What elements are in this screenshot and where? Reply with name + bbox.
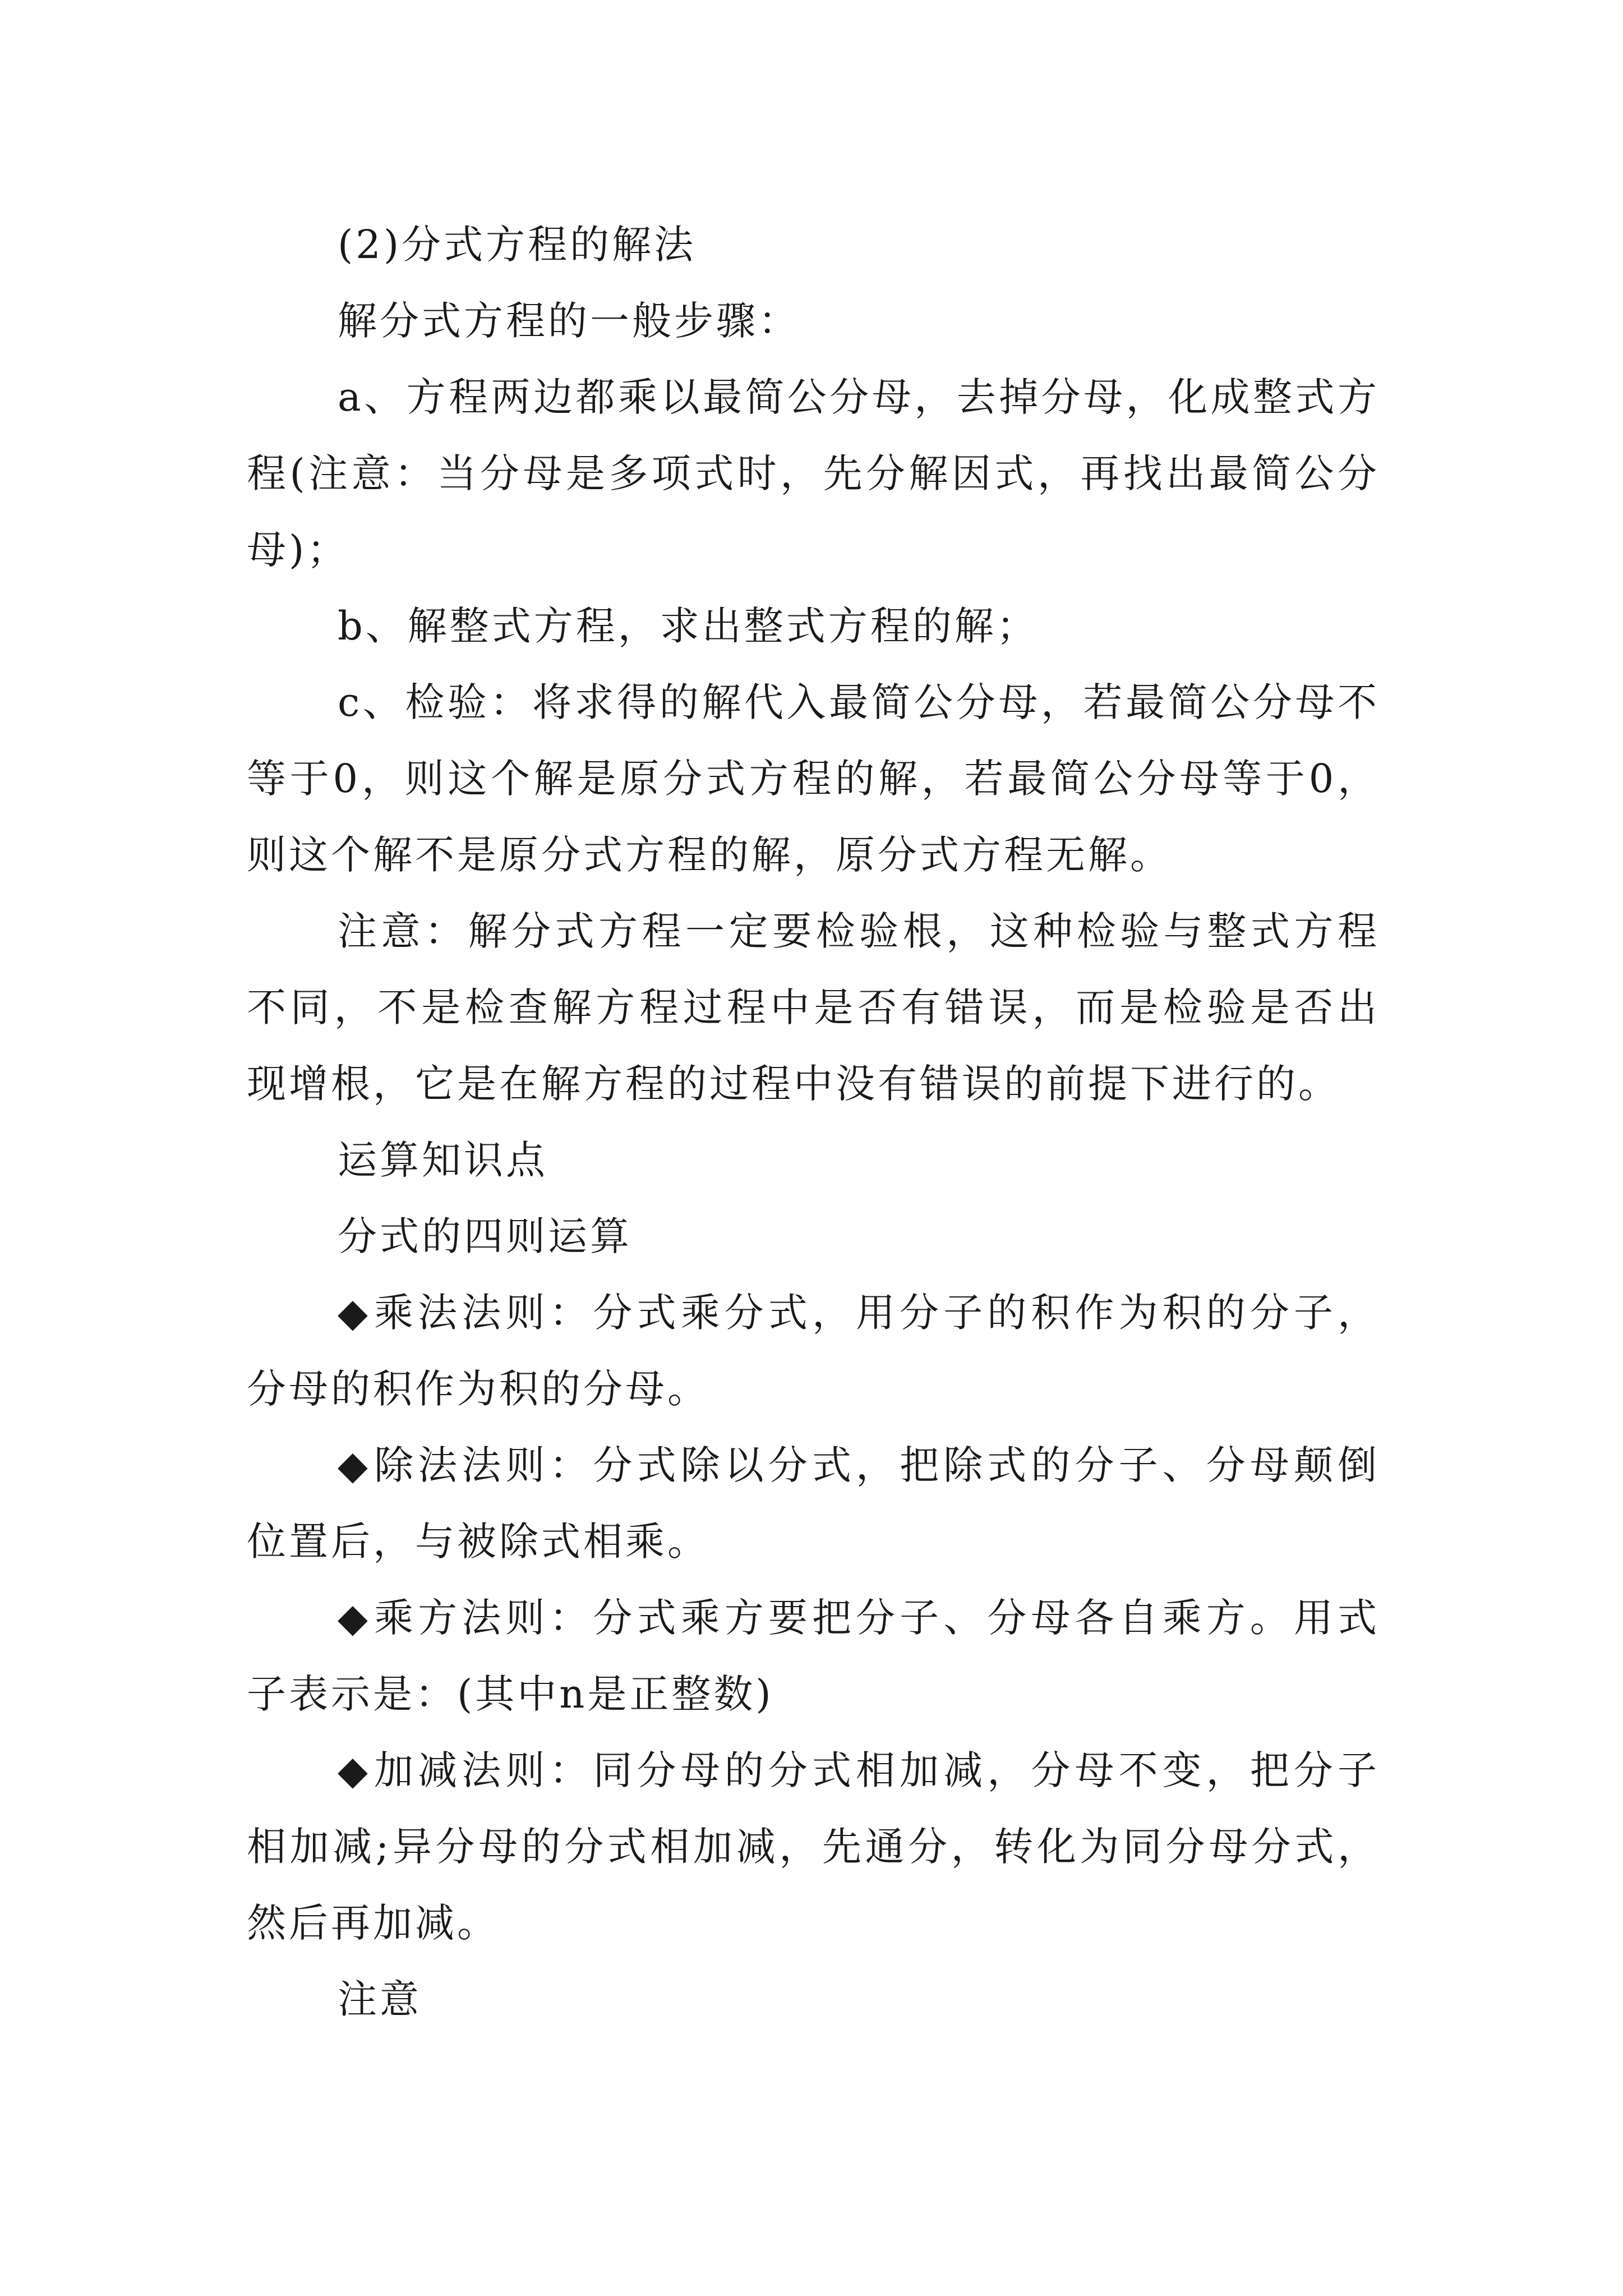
section-heading: (2)分式方程的解法 <box>338 222 697 268</box>
document-body <box>247 206 1380 2037</box>
power-rule-text: 乘方法则：分式乘方要把分子、分母各自乘方。用式子表示是：(其中n是正整数) <box>247 1595 1380 1717</box>
closing-note: 注意 <box>338 1976 422 2022</box>
diamond-bullet-icon: ◆ <box>338 1442 371 1488</box>
note-paragraph: 注意：解分式方程一定要检验根，这种检验与整式方程不同，不是检查解方程过程中是否有错误，而是检验是否出现增根，它是在解方程的过程中没有错误的前提下进行的。 <box>247 908 1380 1107</box>
steps-intro: 解分式方程的一般步骤： <box>338 298 800 344</box>
addition-subtraction-rule <box>247 1732 1380 1961</box>
diamond-bullet-icon: ◆ <box>338 1747 371 1793</box>
four-operations-heading: 分式的四则运算 <box>338 1213 632 1259</box>
step-b: b、解整式方程，求出整式方程的解； <box>338 603 1039 649</box>
multiplication-rule <box>247 1274 1380 1427</box>
division-rule <box>247 1427 1380 1580</box>
operations-heading: 运算知识点 <box>338 1137 548 1183</box>
division-rule-text: 除法法则：分式除以分式，把除式的分子、分母颠倒位置后，与被除式相乘。 <box>247 1442 1380 1565</box>
addition-subtraction-rule-text: 加减法则：同分母的分式相加减，分母不变，把分子相加减;异分母的分式相加减，先通分，转化为同分母分式，然后再加减。 <box>247 1747 1380 1946</box>
power-rule <box>247 1580 1380 1732</box>
diamond-bullet-icon: ◆ <box>338 1290 371 1336</box>
step-c: c、检验：将求得的解代入最简公分母，若最简公分母不等于0，则这个解是原分式方程的解，若最简公分母等于0，则这个解不是原分式方程的解，原分式方程无解。 <box>247 679 1380 878</box>
step-a: a、方程两边都乘以最简公分母，去掉分母，化成整式方程(注意：当分母是多项式时，先分解因式，再找出最简公分母)； <box>247 374 1380 573</box>
multiplication-rule-text: 乘法法则：分式乘分式，用分子的积作为积的分子，分母的积作为积的分母。 <box>247 1290 1380 1412</box>
diamond-bullet-icon: ◆ <box>338 1595 371 1641</box>
